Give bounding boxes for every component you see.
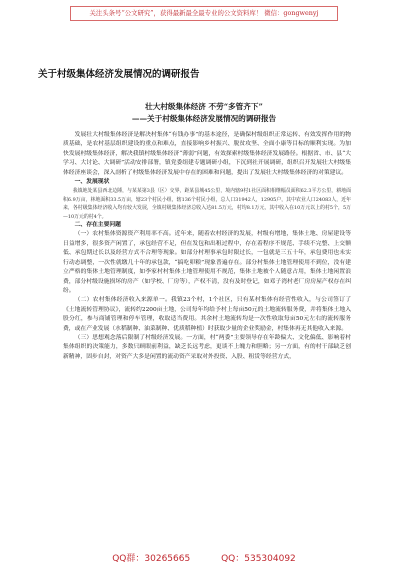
problem-paragraph-2: （二）农村集体经济收入来源单一。我镇23个村，1个社区，只有某村集体有经营性收入，与公司签订了《土地流转管理协议》，流转约2200亩土地，公司每年均给予村上每亩50元的土地流转服务费，并将集体土地入股分红，参与商铺管理和停车管理，收取适当费用。其余村土地流转均是一次性收取每亩50元左右的流转服务费，或在产业发展（水稻制种、油菜制种、优质稻种植）时获取少量的企业奖励金，村集体再无其他收入来源。 (63, 297, 351, 332)
document-body (63, 131, 351, 362)
footer-contact (0, 551, 408, 564)
footer-qq-group: QQ群：30265665 (112, 554, 191, 564)
footer-qq: QQ：535304092 (221, 554, 296, 564)
problem-paragraph-1: （一）农村集体资源资产利用率不高。近年来，随着农村经济的发展，村级有增地，集体土地、房屋建设等日益增多，很多资产闲置了，承包经营不足，但在发包和出租过程中，存在着程序不规范、手续不完整、上交额低、承包期过长以及经营方式不合理等现象。如部分村理事承包时限过长，一包就是三五十年，承包费用也未实行动态调整，一次性就缴几十年的承包款，“搞吃卯粮”现象普遍存在。部分村集体土地管理使用不到位，没有建立严格的集体土地管理制度，如李家村村集体土地管理使用不规范，集体土地被个人随意占用，集体土地闲置浪费，部分村级设施损坏的房产（如学校、厂房等），产权不清，没有及时登记，如邓子湾村老厂房房屋产权存在纠纷。 (63, 231, 351, 294)
intro-paragraph: 发展壮大村级集体经济是解决村集体“有钱办事”的基本途径，是确保村级组织正常运转、有效发挥作用的物质基础，是农村基层组织建设的重点和难点，直接影响乡村振兴、脱贫攻坚、全面小康等目标的顺利实现。为加快发展村级集体经济，解决我镇村级集体经济“薄弱”问题，有效探索村级集体经济发展路径。根据省、市、县“大学习、大讨论、大调研”活动安排部署，镇党委组建专题调研小组，下沉到社开展调研，组织召开发展壮大村级集体经济座谈会，深入剖析了村级集体经济发展中存在的困难和问题，提出了发展壮大村级集体经济的对策建议。 (63, 132, 351, 176)
main-heading: 壮大村级集体经济 不劳“多管齐下” (145, 102, 263, 111)
section-heading-status: 一、发展现状 (74, 179, 110, 186)
sub-heading: ——关于村级集体经济发展情况的调研报告 (131, 114, 277, 123)
header-banner: 关注头条号“公文研究”，获得最新最全最专业的公文资料库！ 微信：gongwenyj (70, 6, 338, 21)
section-heading-problems: 二、存在主要问题 (74, 222, 121, 229)
document-title: 关于村级集体经济发展情况的调研报告 (38, 69, 200, 80)
status-paragraph: 我镇地处某县西北边陲，与某某第3县（区）交界，距某县城45公里，境内辖9村1社区面积相继幅员面积62.3平方公里，耕地面积6.9万亩，林地面积33.5万亩，辖23个村民小组，辖136个村民小组，总人口31942人，12905户，其中农业人口24083人，近年来，各村级集体经济收入均有较大发展，全镇村级集体经济总收入达81.5万元，村均8.1万元，其中收入在10万元以上的村5个，5万—10万元的村4个。 (63, 188, 351, 220)
problem-paragraph-3: （三）思想观念落后限制了村级经济发展。一方面，村“两委”主要领导存在年龄偏大、文化偏低、影响着村集体组织的决策能力，多数只顾眼前利益，缺乏长远考虑，更谈不上魄力和胆略；另一方面，有的村干部缺乏创新精神，固步自封，对资产大多是闲置的流动资产采取对外投资、入股、租赁等经营方式， (63, 334, 351, 360)
